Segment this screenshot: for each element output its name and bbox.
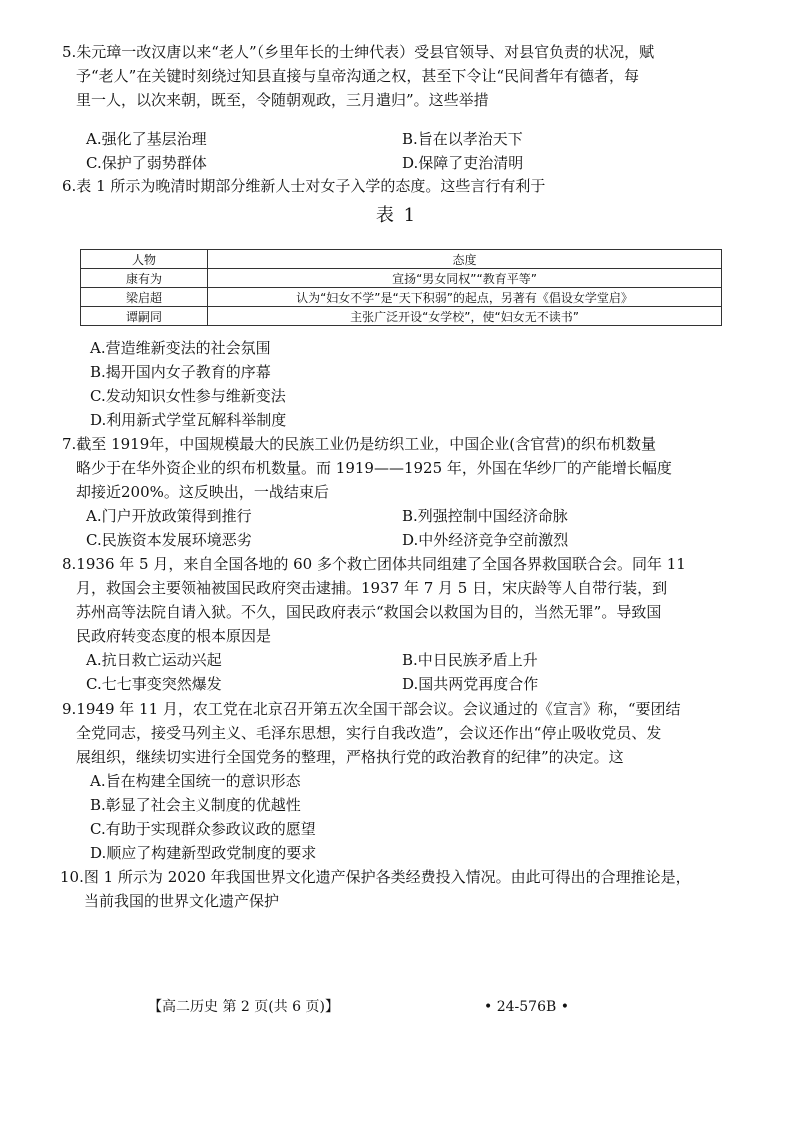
attitude-table xyxy=(80,249,722,326)
question-5-line: 里一人，以次来朝，既至，令随朝观政，三月遣归”。这些举措 xyxy=(76,91,489,109)
option-b: B.揭开国内女子教育的序幕 xyxy=(90,363,271,381)
question-7-options xyxy=(86,504,726,552)
question-6-options xyxy=(90,336,286,432)
option-b: B.彰显了社会主义制度的优越性 xyxy=(90,796,301,814)
question-6 xyxy=(62,174,752,198)
option-b: B.中日民族矛盾上升 xyxy=(402,651,538,669)
question-5-options xyxy=(86,127,726,175)
option-b: B.列强控制中国经济命脉 xyxy=(402,507,568,525)
question-5 xyxy=(62,40,752,112)
table-cell: 主张广泛开设“女学校”，使“妇女无不读书” xyxy=(208,307,722,326)
table-row xyxy=(81,307,722,326)
question-8-line: 民政府转变态度的根本原因是 xyxy=(76,627,272,645)
question-6-line: 6.表 1 所示为晚清时期部分维新人士对女子入学的态度。这些言行有利于 xyxy=(62,177,546,195)
table-cell: 谭嗣同 xyxy=(81,307,208,326)
option-c: C.发动知识女性参与维新变法 xyxy=(90,387,286,405)
option-d: D.中外经济竞争空前激烈 xyxy=(402,531,569,549)
question-10-line: 当前我国的世界文化遗产保护 xyxy=(84,892,280,910)
question-10 xyxy=(60,865,750,913)
table-row xyxy=(81,269,722,288)
table-title: 表 1 xyxy=(375,205,418,226)
table-header-row xyxy=(81,250,722,269)
question-8-line: 8.1936 年 5 月，来自全国各地的 60 多个救亡团体共同组建了全国各界救国联合会。同年 11 xyxy=(62,555,686,573)
table-cell: 认为“妇女不学”是“天下积弱”的起点，另著有《倡设女学堂启》 xyxy=(208,288,722,307)
question-8-line: 月，救国会主要领袖被国民政府突击逮捕。1937 年 7 月 5 日，宋庆龄等人自带行装，到 xyxy=(76,579,668,597)
question-8 xyxy=(62,552,752,648)
option-a: A.旨在构建全国统一的意识形态 xyxy=(90,772,301,790)
table-cell: 梁启超 xyxy=(81,288,208,307)
table-cell: 宣扬“男女同权”“教育平等” xyxy=(208,269,722,288)
option-d: D.利用新式学堂瓦解科举制度 xyxy=(90,411,287,429)
option-d: D.顺应了构建新型政党制度的要求 xyxy=(90,844,317,862)
table-header-cell: 人物 xyxy=(81,250,208,269)
option-a: A.门户开放政策得到推行 xyxy=(86,507,252,525)
question-9-options xyxy=(90,769,316,865)
question-9-line: 全党同志，接受马列主义、毛泽东思想，实行自我改造”，会议还作出“停止吸收党员、发 xyxy=(76,724,662,742)
page-footer-code: • 24-576B • xyxy=(484,999,569,1015)
question-10-line: 10.图 1 所示为 2020 年我国世界文化遗产保护各类经费投入情况。由此可得出的合理推论是， xyxy=(60,868,691,886)
page-footer-label: 【高二历史 第 2 页(共 6 页)】 xyxy=(148,999,339,1015)
question-5-line: 5.朱元璋一改汉唐以来“老人”（乡里年长的士绅代表）受县官领导、对县官负责的状况，赋 xyxy=(62,43,655,61)
question-9-line: 展组织，继续切实进行全国党务的整理，严格执行党的政治教育的纪律”的决定。这 xyxy=(76,748,624,766)
question-5-line: 予“老人”在关键时刻绕过知县直接与皇帝沟通之权，甚至下令让“民间耆年有德者，每 xyxy=(76,67,640,85)
table-cell: 康有为 xyxy=(81,269,208,288)
option-d: D.国共两党再度合作 xyxy=(402,675,539,693)
table-row xyxy=(81,288,722,307)
option-c: C.七七事变突然爆发 xyxy=(86,675,222,693)
question-9 xyxy=(62,697,752,769)
question-8-options xyxy=(86,648,726,696)
option-c: C.保护了弱势群体 xyxy=(86,154,207,172)
option-a: A.强化了基层治理 xyxy=(86,130,207,148)
option-a: A.抗日救亡运动兴起 xyxy=(86,651,222,669)
option-a: A.营造维新变法的社会氛围 xyxy=(90,339,271,357)
table-header-cell: 态度 xyxy=(208,250,722,269)
option-c: C.有助于实现群众参政议政的愿望 xyxy=(90,820,316,838)
question-7-line: 略少于在华外资企业的织布机数量。而 1919——1925 年，外国在华纱厂的产能增长幅度 xyxy=(76,459,672,477)
question-7 xyxy=(62,432,752,504)
question-7-line: 7.截至 1919年，中国规模最大的民族工业仍是纺织工业，中国企业(含官营)的织布机数量 xyxy=(62,435,656,453)
question-8-line: 苏州高等法院自请入狱。不久，国民政府表示“救国会以救国为目的，当然无罪”。导致国 xyxy=(76,603,662,621)
option-c: C.民族资本发展环境恶劣 xyxy=(86,531,252,549)
option-b: B.旨在以孝治天下 xyxy=(402,130,523,148)
question-7-line: 却接近200%。这反映出，一战结束后 xyxy=(76,483,329,501)
question-9-line: 9.1949 年 11 月，农工党在北京召开第五次全国干部会议。会议通过的《宣言》称，“要团结 xyxy=(62,700,681,718)
option-d: D.保障了吏治清明 xyxy=(402,154,524,172)
